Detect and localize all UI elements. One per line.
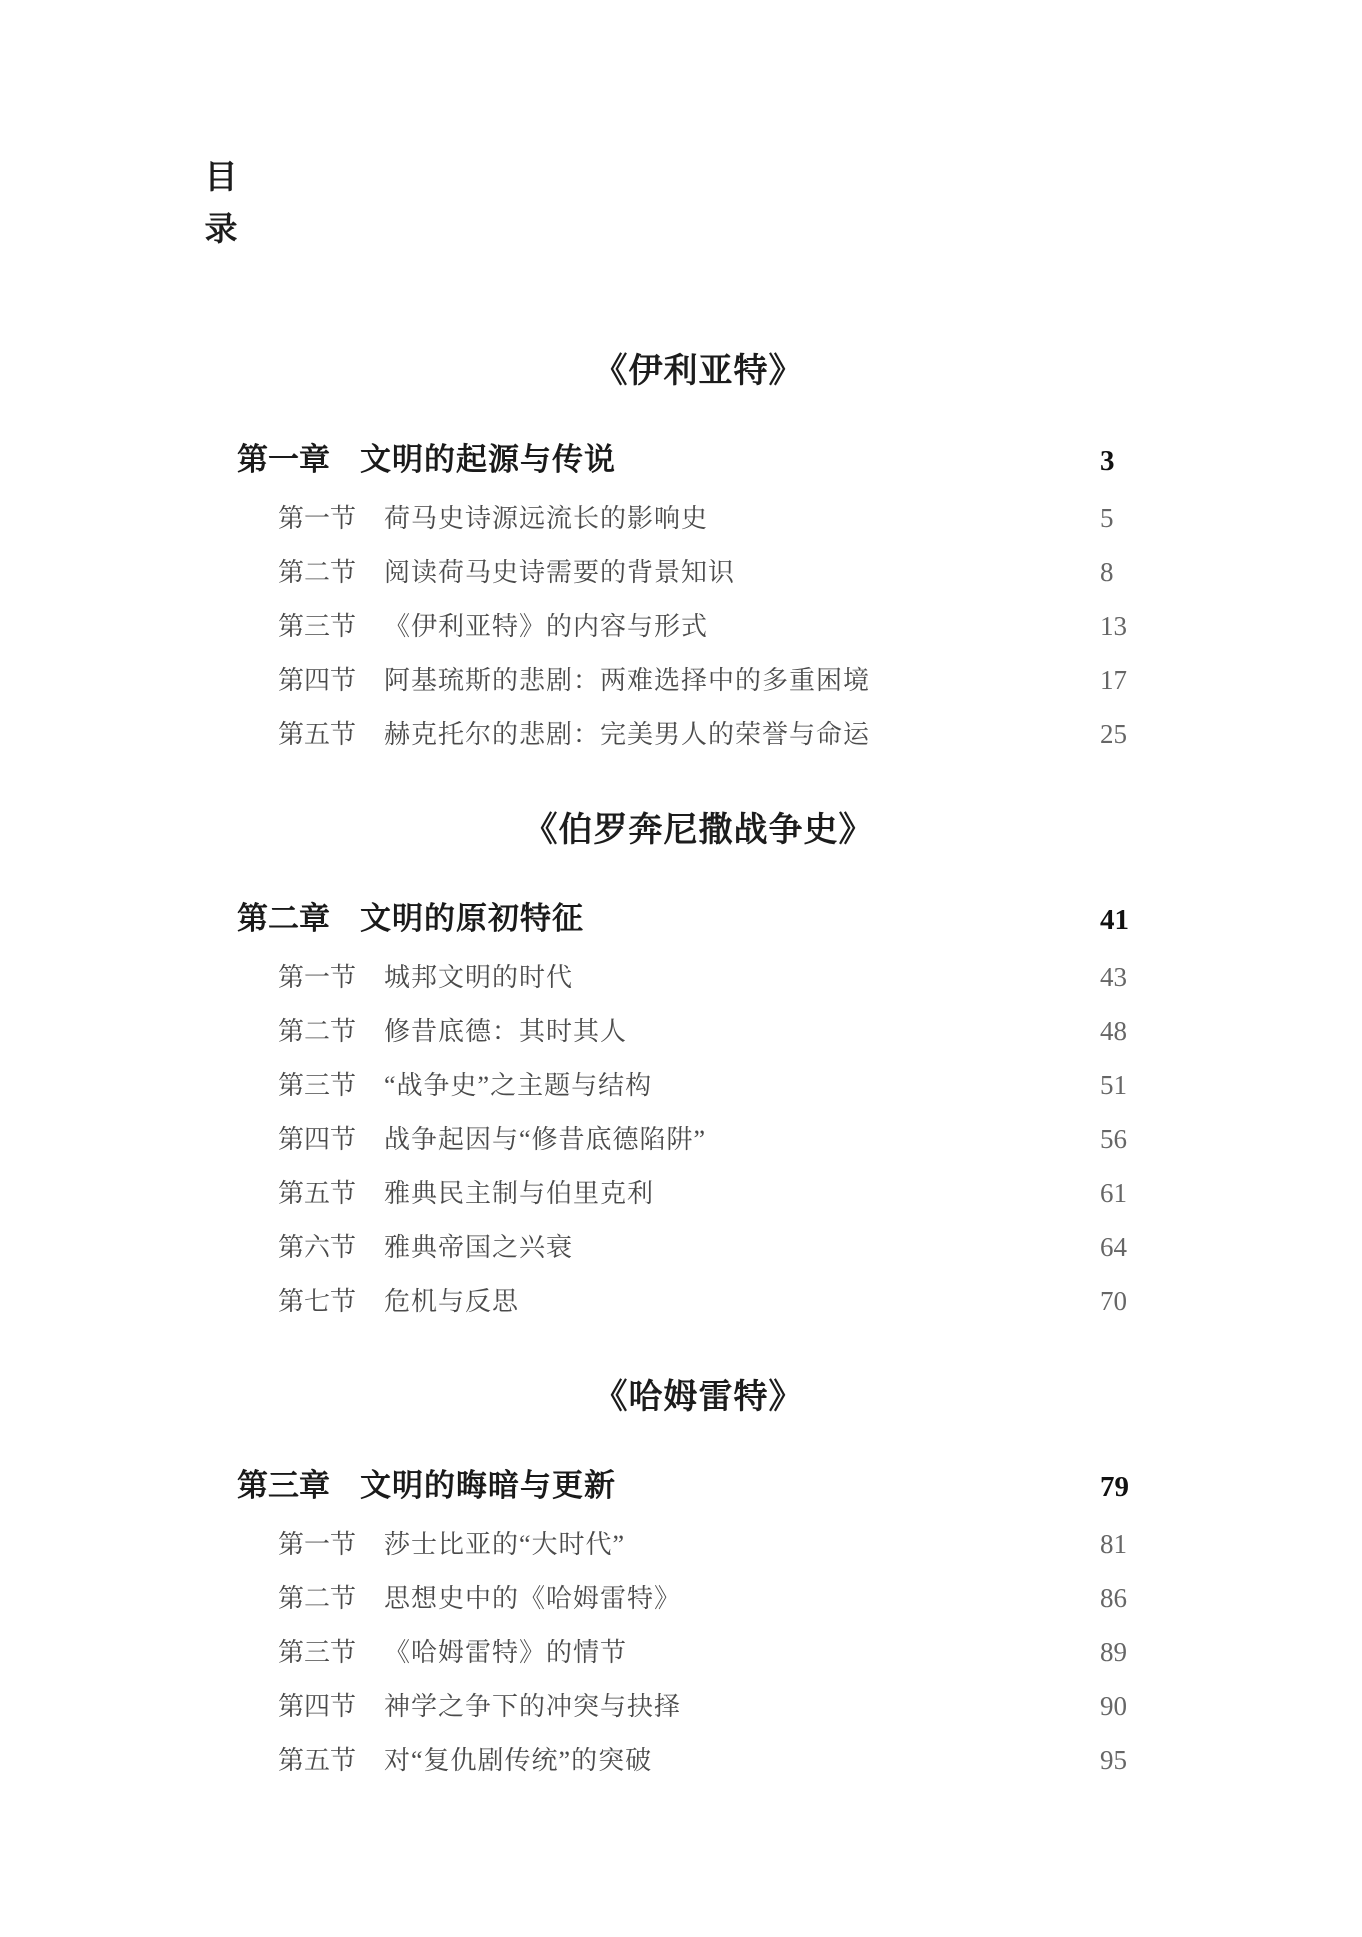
section-page-number: 86 xyxy=(1100,1583,1127,1613)
section-page-number: 81 xyxy=(1100,1529,1127,1559)
section-label: 第五节 xyxy=(278,1179,357,1208)
section-label: 第一节 xyxy=(278,504,357,533)
section-row xyxy=(237,1229,1160,1266)
chapter-title: 文明的原初特征 xyxy=(360,901,584,936)
section-title: 神学之争下的冲突与抉择 xyxy=(384,1692,682,1721)
section-label: 第一节 xyxy=(278,963,357,992)
section-page-number: 89 xyxy=(1100,1637,1127,1667)
section-title: 修昔底德：其时其人 xyxy=(384,1017,628,1046)
section-label: 第四节 xyxy=(278,1692,357,1721)
chapter-label: 第一章 xyxy=(237,442,330,477)
section-page-number: 95 xyxy=(1100,1745,1127,1775)
chapter-row xyxy=(237,438,1160,483)
section-title: 雅典民主制与伯里克利 xyxy=(384,1179,655,1208)
section-row xyxy=(237,1067,1160,1104)
section-label: 第五节 xyxy=(278,1746,357,1775)
section-label: 第二节 xyxy=(278,558,357,587)
book-title: 《伊利亚特》 xyxy=(593,353,804,390)
section-row xyxy=(237,1121,1160,1158)
chapter-row xyxy=(237,1464,1160,1509)
section-label: 第三节 xyxy=(278,1071,357,1100)
section-title: 莎士比亚的“大时代” xyxy=(384,1530,626,1559)
toc-content xyxy=(237,350,1160,1779)
toc-title-char-bottom: 录 xyxy=(204,212,238,248)
toc-part xyxy=(237,1376,1160,1779)
section-title: 雅典帝国之兴衰 xyxy=(384,1233,574,1262)
section-title: “战争史”之主题与结构 xyxy=(384,1071,653,1100)
section-label: 第二节 xyxy=(278,1017,357,1046)
toc-part xyxy=(237,350,1160,753)
toc-part xyxy=(237,809,1160,1320)
section-row xyxy=(237,1634,1160,1671)
section-page-number: 25 xyxy=(1100,719,1127,749)
section-page-number: 43 xyxy=(1100,962,1127,992)
section-title: 《伊利亚特》的内容与形式 xyxy=(384,612,709,641)
section-page-number: 51 xyxy=(1100,1070,1127,1100)
section-row xyxy=(237,1175,1160,1212)
section-page-number: 8 xyxy=(1100,557,1114,587)
section-page-number: 64 xyxy=(1100,1232,1127,1262)
section-row xyxy=(237,500,1160,537)
chapter-label: 第三章 xyxy=(237,1468,330,1503)
section-label: 第三节 xyxy=(278,1638,357,1667)
chapter-title: 文明的晦暗与更新 xyxy=(360,1468,616,1503)
section-label: 第四节 xyxy=(278,666,357,695)
section-label: 第六节 xyxy=(278,1233,357,1262)
section-row xyxy=(237,608,1160,645)
section-title: 城邦文明的时代 xyxy=(384,963,574,992)
toc-title-char-top: 目 xyxy=(204,160,238,196)
section-row xyxy=(237,1742,1160,1779)
section-title: 赫克托尔的悲剧：完美男人的荣誉与命运 xyxy=(384,720,871,749)
section-page-number: 56 xyxy=(1100,1124,1127,1154)
book-title: 《伯罗奔尼撒战争史》 xyxy=(523,812,874,849)
section-row xyxy=(237,1283,1160,1320)
section-label: 第二节 xyxy=(278,1584,357,1613)
section-row xyxy=(237,1526,1160,1563)
section-page-number: 90 xyxy=(1100,1691,1127,1721)
section-page-number: 48 xyxy=(1100,1016,1127,1046)
section-page-number: 61 xyxy=(1100,1178,1127,1208)
chapter-page-number: 3 xyxy=(1100,445,1115,477)
chapter-title: 文明的起源与传说 xyxy=(360,442,616,477)
chapter-page-number: 79 xyxy=(1100,1471,1129,1503)
section-page-number: 5 xyxy=(1100,503,1114,533)
section-page-number: 17 xyxy=(1100,665,1127,695)
section-title: 思想史中的《哈姆雷特》 xyxy=(384,1584,682,1613)
section-row xyxy=(237,959,1160,996)
section-row xyxy=(237,1580,1160,1617)
section-label: 第三节 xyxy=(278,612,357,641)
section-label: 第一节 xyxy=(278,1530,357,1559)
chapter-page-number: 41 xyxy=(1100,904,1129,936)
toc-title xyxy=(203,152,239,256)
chapter-row xyxy=(237,897,1160,942)
section-title: 《哈姆雷特》的情节 xyxy=(384,1638,628,1667)
section-row xyxy=(237,1013,1160,1050)
section-label: 第五节 xyxy=(278,720,357,749)
section-page-number: 13 xyxy=(1100,611,1127,641)
section-title: 对“复仇剧传统”的突破 xyxy=(384,1746,653,1775)
chapter-label: 第二章 xyxy=(237,901,330,936)
section-label: 第四节 xyxy=(278,1125,357,1154)
section-title: 阿基琉斯的悲剧：两难选择中的多重困境 xyxy=(384,666,871,695)
section-row xyxy=(237,1688,1160,1725)
section-title: 战争起因与“修昔底德陷阱” xyxy=(384,1125,707,1154)
book-title: 《哈姆雷特》 xyxy=(593,1379,804,1416)
section-title: 阅读荷马史诗需要的背景知识 xyxy=(384,558,736,587)
section-label: 第七节 xyxy=(278,1287,357,1316)
section-row xyxy=(237,554,1160,591)
section-row xyxy=(237,662,1160,699)
section-page-number: 70 xyxy=(1100,1286,1127,1316)
section-row xyxy=(237,716,1160,753)
section-title: 危机与反思 xyxy=(384,1287,520,1316)
section-title: 荷马史诗源远流长的影响史 xyxy=(384,504,709,533)
